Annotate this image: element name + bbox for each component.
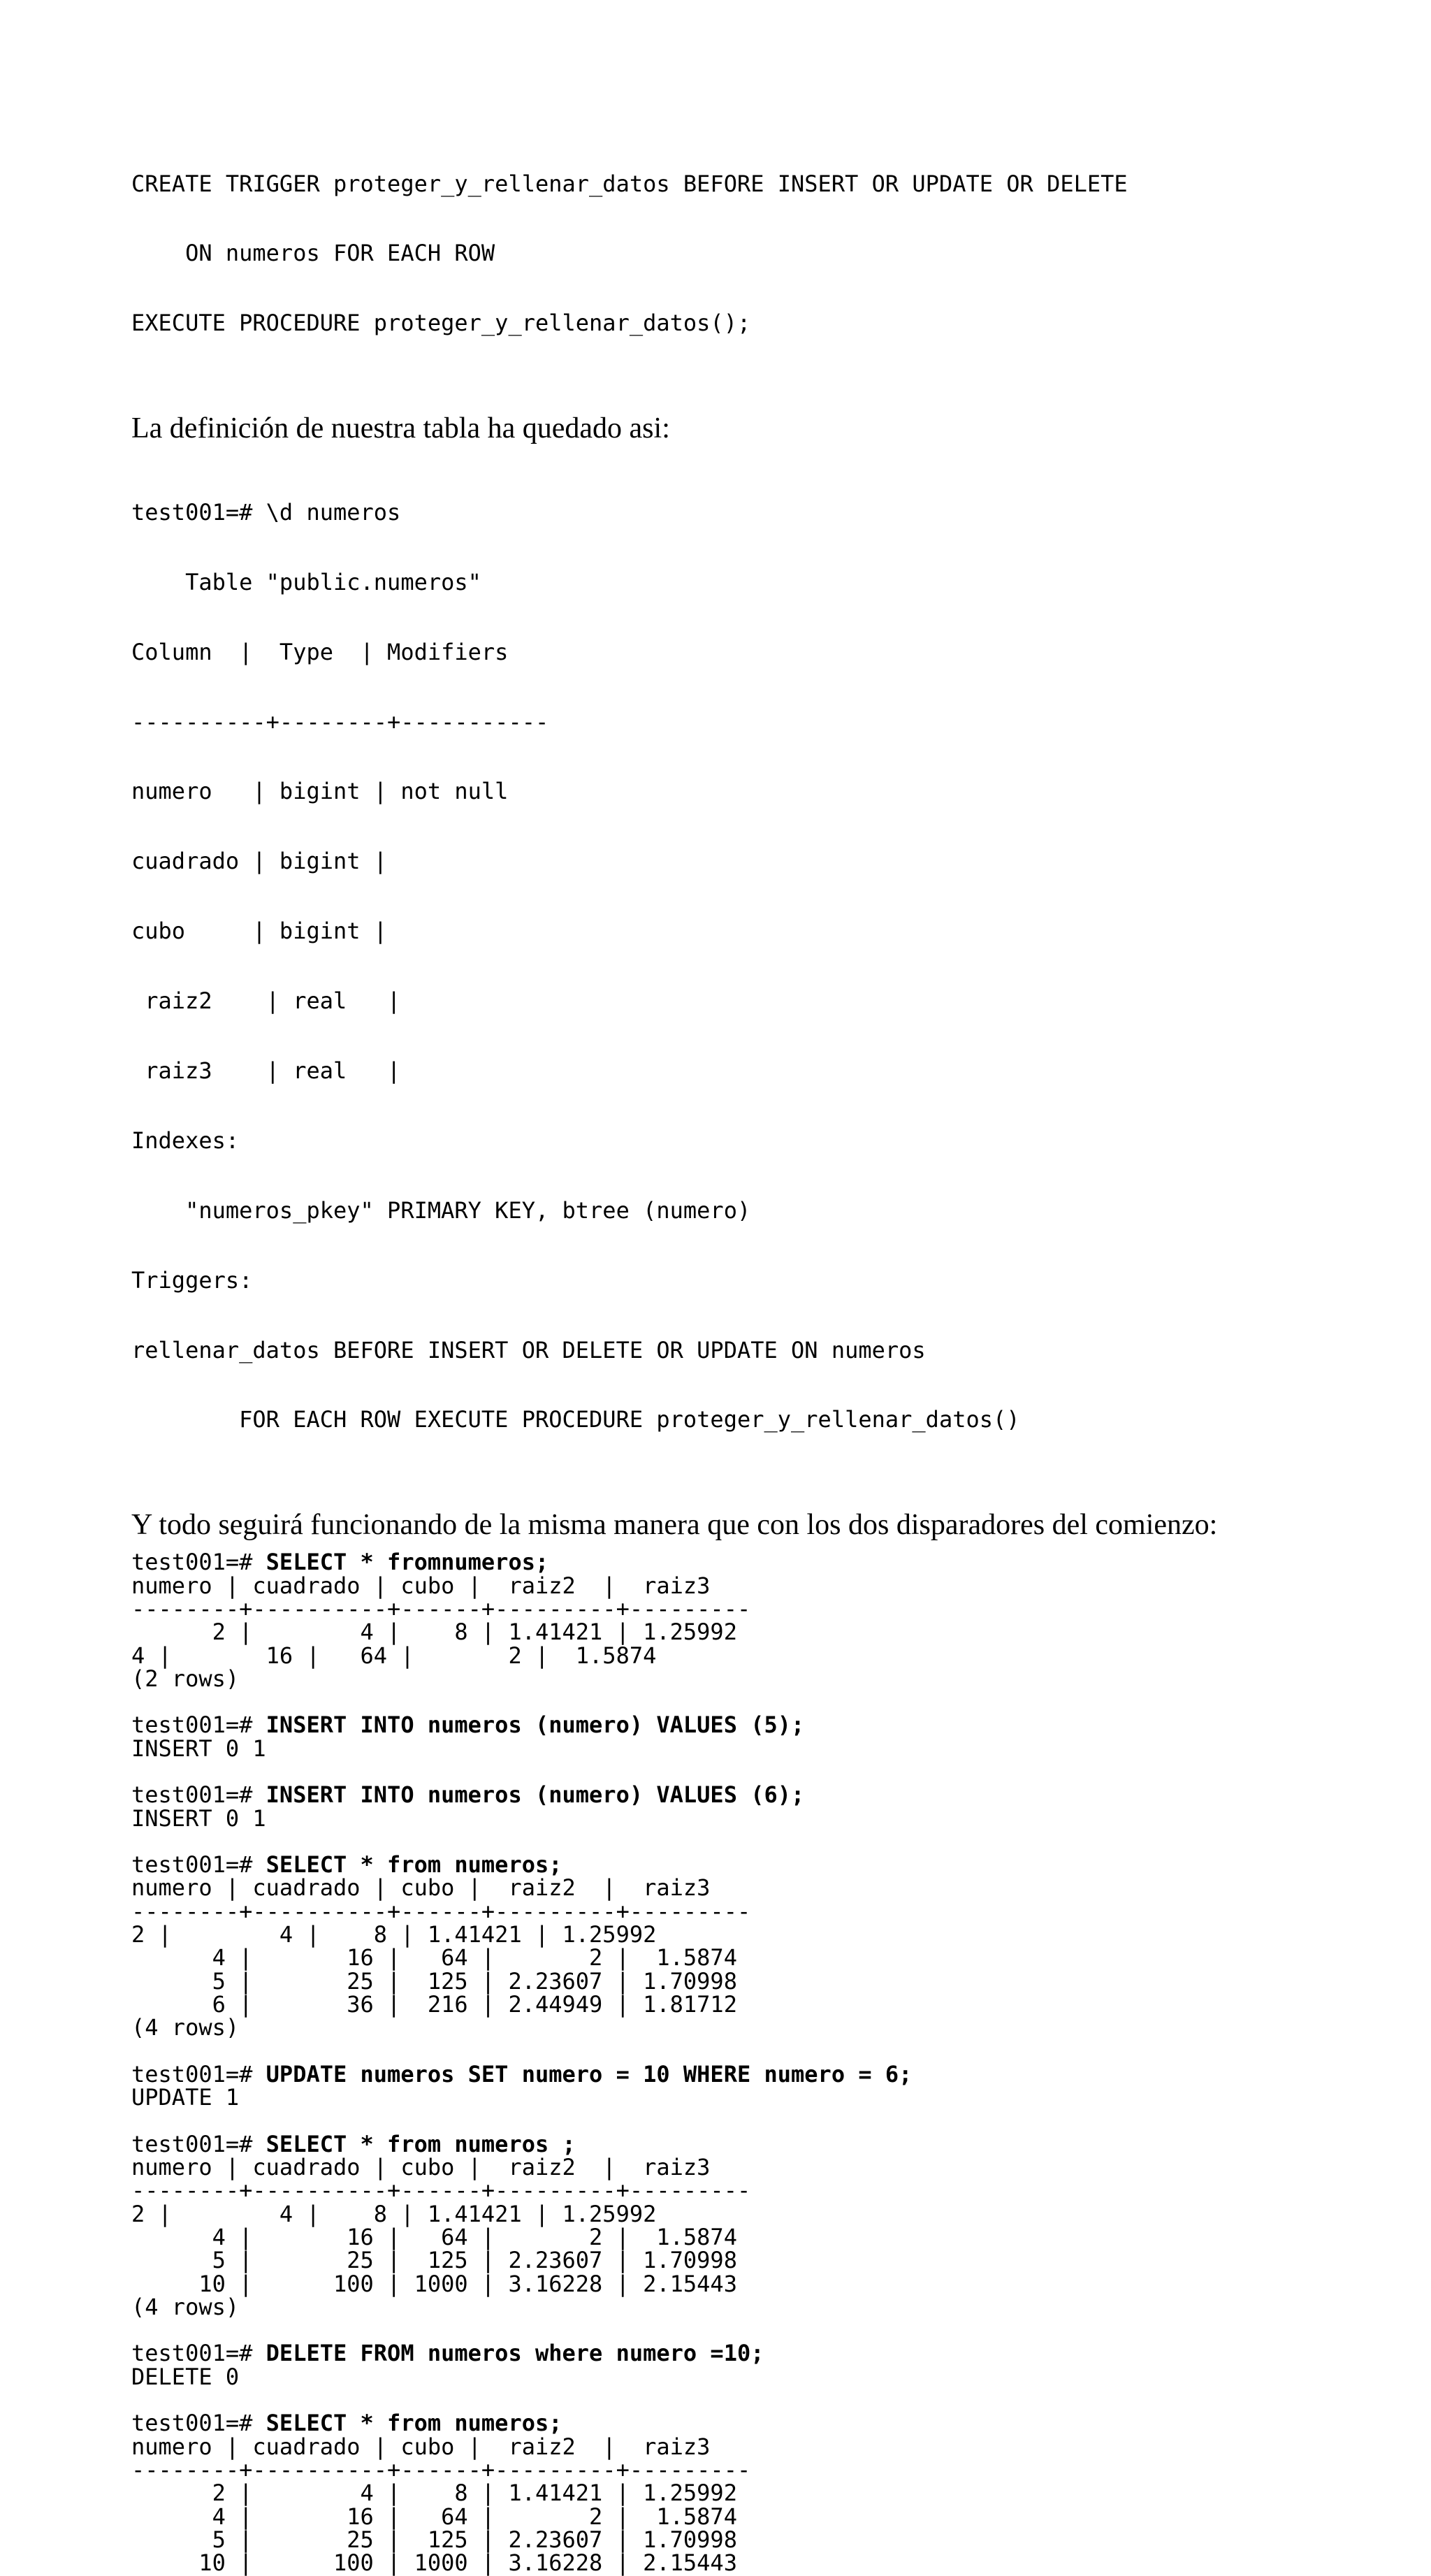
code-line: Table "public.numeros" xyxy=(131,568,481,595)
output-line: 4 | 16 | 64 | 2 | 1.5874 xyxy=(131,2223,737,2250)
code-line: FOR EACH ROW EXECUTE PROCEDURE proteger_y_rellenar_datos() xyxy=(131,1406,1020,1433)
paragraph-table-definition: La definición de nuestra tabla ha quedado asi: xyxy=(131,412,670,445)
block-spacer xyxy=(131,2109,1389,2132)
output-line: numero | cuadrado | cubo | raiz2 | raiz3 xyxy=(131,2154,711,2181)
command-line xyxy=(131,2130,1389,2157)
output-line: 4 | 16 | 64 | 2 | 1.5874 xyxy=(131,2503,737,2530)
code-line: Triggers: xyxy=(131,1266,253,1294)
code-line: raiz3 | real | xyxy=(131,1057,401,1084)
psql-prompt: test001=# xyxy=(131,1549,266,1576)
output-line: 5 | 25 | 125 | 2.23607 | 1.70998 xyxy=(131,1967,737,1995)
trigger-definition-code xyxy=(131,126,1389,382)
block-spacer xyxy=(131,2319,1389,2342)
output-line: DELETE 0 xyxy=(131,2363,240,2390)
code-line: Column | Type | Modifiers xyxy=(131,638,509,665)
block-spacer xyxy=(131,2389,1389,2412)
code-line: EXECUTE PROCEDURE proteger_y_rellenar_datos(); xyxy=(131,310,751,337)
sql-command: UPDATE numeros SET numero = 10 WHERE numero = 6; xyxy=(266,2060,913,2087)
psql-prompt: test001=# xyxy=(131,2060,266,2087)
psql-session xyxy=(131,1551,1389,2575)
output-line: --------+----------+------+---------+--------- xyxy=(131,1897,751,1925)
output-line: 6 | 36 | 216 | 2.44949 | 1.81712 xyxy=(131,1990,737,2018)
code-line: rellenar_datos BEFORE INSERT OR DELETE OR UPDATE ON numeros xyxy=(131,1336,926,1363)
paragraph-same-behaviour: Y todo seguirá funcionando de la misma manera que con los dos disparadores del comienzo: xyxy=(131,1509,1218,1542)
output-line: 4 | 16 | 64 | 2 | 1.5874 xyxy=(131,1944,737,1971)
block-spacer xyxy=(131,2040,1389,2063)
psql-prompt: test001=# xyxy=(131,1851,266,1879)
code-line: ----------+--------+----------- xyxy=(131,708,549,735)
output-line: INSERT 0 1 xyxy=(131,1804,266,1832)
block-spacer xyxy=(131,1760,1389,1783)
code-line: "numeros_pkey" PRIMARY KEY, btree (numero) xyxy=(131,1196,751,1224)
output-line: 4 | 16 | 64 | 2 | 1.5874 xyxy=(131,1642,657,1669)
output-line: --------+----------+------+---------+--------- xyxy=(131,2177,751,2204)
psql-prompt: test001=# xyxy=(131,1781,266,1809)
document-page xyxy=(131,126,1389,2575)
output-line: numero | cuadrado | cubo | raiz2 | raiz3 xyxy=(131,1572,711,1599)
sql-command: DELETE FROM numeros where numero =10; xyxy=(266,2340,764,2367)
output-line: 2 | 4 | 8 | 1.41421 | 1.25992 xyxy=(131,1619,737,1646)
code-line: CREATE TRIGGER proteger_y_rellenar_datos BEFORE INSERT OR UPDATE OR DELETE xyxy=(131,170,1128,197)
output-line: --------+----------+------+---------+--------- xyxy=(131,2456,751,2483)
command-line xyxy=(131,2060,1389,2087)
code-line: test001=# \d numeros xyxy=(131,498,401,526)
sql-command: INSERT INTO numeros (numero) VALUES (6); xyxy=(266,1781,805,1809)
code-line: Indexes: xyxy=(131,1127,240,1154)
output-line: --------+----------+------+---------+--------- xyxy=(131,1595,751,1622)
output-line: (4 rows) xyxy=(131,2293,240,2320)
command-line xyxy=(131,1551,1389,1574)
command-line xyxy=(131,1783,1389,1807)
code-line: cuadrado | bigint | xyxy=(131,848,388,875)
psql-prompt: test001=# xyxy=(131,2340,266,2367)
output-line: UPDATE 1 xyxy=(131,2084,240,2111)
output-line: (4 rows) xyxy=(131,2014,240,2041)
code-line: cubo | bigint | xyxy=(131,918,388,945)
command-line xyxy=(131,1714,1389,1737)
output-line: 2 | 4 | 8 | 1.41421 | 1.25992 xyxy=(131,2200,657,2227)
code-line: ON numeros FOR EACH ROW xyxy=(131,240,495,267)
code-line: numero | bigint | not null xyxy=(131,778,509,805)
command-line xyxy=(131,2412,1389,2435)
sql-command: INSERT INTO numeros (numero) VALUES (5); xyxy=(266,1712,805,1739)
sql-command: SELECT * from numeros; xyxy=(266,1851,562,1879)
psql-prompt: test001=# xyxy=(131,2130,266,2157)
block-spacer xyxy=(131,1691,1389,1714)
output-line: INSERT 0 1 xyxy=(131,1735,266,1762)
output-line: (2 rows) xyxy=(131,1665,240,1692)
sql-command: SELECT * from numeros ; xyxy=(266,2130,576,2157)
code-line: raiz2 | real | xyxy=(131,987,401,1015)
sql-command: SELECT * from numeros; xyxy=(266,2410,562,2437)
sql-command: SELECT * fromnumeros; xyxy=(266,1549,549,1576)
output-line: numero | cuadrado | cubo | raiz2 | raiz3 xyxy=(131,1874,711,1902)
output-line: 10 | 100 | 1000 | 3.16228 | 2.15443 xyxy=(131,2270,737,2297)
output-line: 10 | 100 | 1000 | 3.16228 | 2.15443 xyxy=(131,2549,737,2576)
command-line xyxy=(131,1851,1389,1879)
block-spacer xyxy=(131,1830,1389,1853)
output-line: 2 | 4 | 8 | 1.41421 | 1.25992 xyxy=(131,2480,737,2507)
output-line: 5 | 25 | 125 | 2.23607 | 1.70998 xyxy=(131,2526,737,2553)
psql-prompt: test001=# xyxy=(131,2410,266,2437)
command-line xyxy=(131,2342,1389,2365)
psql-prompt: test001=# xyxy=(131,1712,266,1739)
table-description-code xyxy=(131,454,1389,1478)
output-line: 2 | 4 | 8 | 1.41421 | 1.25992 xyxy=(131,1921,657,1948)
output-line: 5 | 25 | 125 | 2.23607 | 1.70998 xyxy=(131,2247,737,2274)
output-line: numero | cuadrado | cubo | raiz2 | raiz3 xyxy=(131,2433,711,2460)
